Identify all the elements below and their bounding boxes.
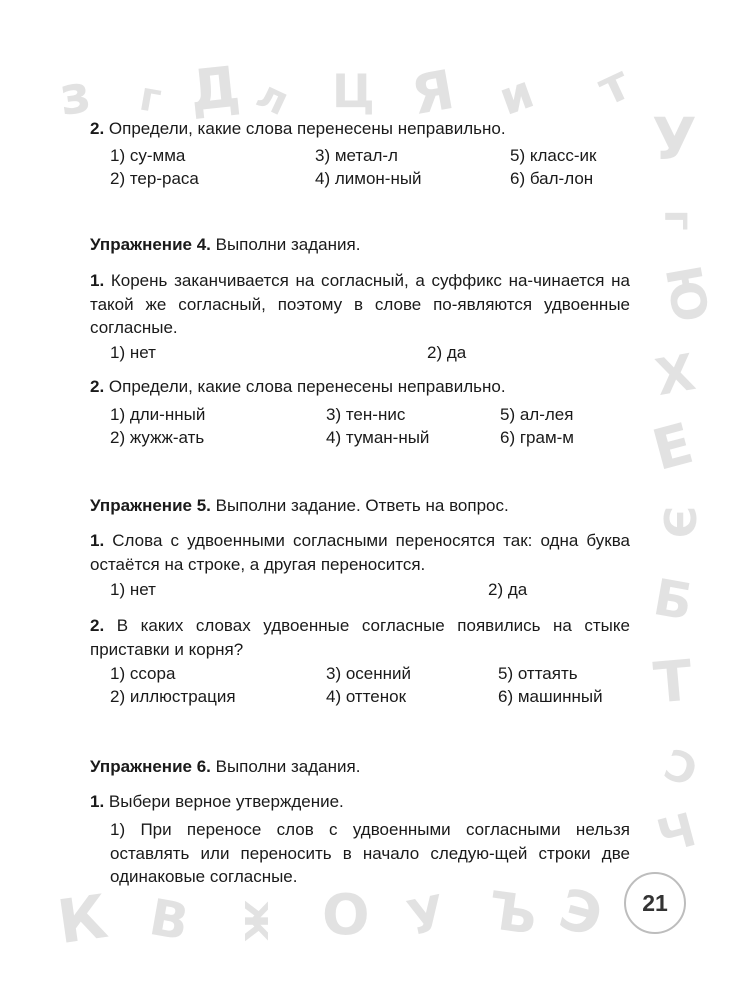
task-question [90, 119, 506, 139]
answer-option: 3) осенний [326, 664, 412, 683]
answer-option: 3) метал-л [315, 146, 398, 165]
exercise-label: Упражнение 5. [90, 496, 211, 515]
answer-option: 1) нет [110, 343, 156, 362]
answer-option: 3) тен-нис [326, 405, 406, 424]
answer-option: 1) су-мма [110, 146, 186, 165]
answer-option: 2) да [488, 580, 528, 599]
task-question [90, 377, 506, 397]
decor-letter: Ю [653, 261, 719, 327]
page-number-badge [624, 872, 686, 934]
decor-letter: В [145, 888, 193, 952]
exercise-heading [90, 496, 509, 516]
decor-letter: Я [406, 57, 459, 128]
decor-letter: К [53, 881, 112, 959]
answer-option: 4) оттенок [326, 687, 407, 706]
decor-letter: и [491, 64, 541, 126]
decor-letter: У [652, 105, 697, 173]
decor-letter: т [589, 54, 639, 118]
exercise-heading [90, 235, 360, 255]
exercise-label: Упражнение 4. [90, 235, 211, 254]
exercise-instruction: Выполни задания. [215, 235, 361, 254]
decor-letter: Е [646, 411, 700, 484]
decor-letter: Д [186, 54, 244, 125]
task-text: Корень заканчивается на согласный, а суффикс на-чинается на такой же согласный, поэтому в слове по-являются удвоенные согласные. [90, 271, 630, 337]
decor-letter: з [55, 64, 95, 128]
task-question [90, 529, 630, 576]
decor-letter: О [322, 883, 370, 948]
answer-option: 1) При переносе слов с удвоенными согласными нельзя оставлять или переносить в начало следую-щей строки две одинаковые согласные. [110, 820, 630, 886]
task-number: 1. [90, 531, 105, 550]
answer-option: 2) жужж-ать [110, 428, 205, 447]
decor-letter: С [658, 738, 705, 795]
answer-option: 6) грам-м [500, 428, 574, 447]
answer-option: 5) ал-лея [500, 405, 574, 424]
decor-letter: Х [651, 343, 700, 407]
task-text: Определи, какие слова перенесены неправильно. [108, 119, 506, 138]
task-number: 1. [90, 792, 105, 811]
answer-option: 2) да [427, 343, 467, 362]
task-text: Слова с удвоенными согласными переносятся так: одна буква остаётся на строке, а другая переносится. [90, 531, 630, 574]
task-question [90, 269, 630, 340]
exercise-instruction: Выполни задания. [215, 757, 361, 776]
task-text: В каких словах удвоенные согласные появились на стыке приставки и корня? [90, 616, 630, 659]
answer-option: 1) дли-нный [110, 405, 206, 424]
task-text: Определи, какие слова перенесены неправильно. [108, 377, 506, 396]
exercise-heading [90, 757, 360, 777]
answer-option: 1) нет [110, 580, 156, 599]
task-number: 1. [90, 271, 105, 290]
decor-letter: ж [234, 900, 284, 942]
decor-letter: Ъ [484, 880, 541, 948]
answer-option: 4) лимон-ный [315, 169, 422, 188]
decor-letter: г [655, 209, 702, 231]
page-number: 21 [642, 889, 668, 916]
answer-option: 5) оттаять [498, 664, 578, 683]
answer-option: 2) тер-раса [110, 169, 199, 188]
answer-option: 6) машинный [498, 687, 603, 706]
task-text: Выбери верное утверждение. [108, 792, 344, 811]
decor-letter: Ч [651, 802, 702, 864]
decor-letter: Б [649, 568, 697, 632]
task-question [90, 614, 630, 661]
task-number: 2. [90, 377, 105, 396]
decor-letter: Э [653, 505, 705, 539]
decor-letter: Т [651, 648, 695, 717]
answer-option: 4) туман-ный [326, 428, 430, 447]
answer-option: 1) ссора [110, 664, 176, 683]
decor-letter: У [402, 884, 451, 948]
decor-letter: л [249, 70, 296, 126]
decor-letter: Ц [332, 64, 375, 118]
decor-letter: г [136, 73, 165, 123]
answer-option: 2) иллюстрация [110, 687, 236, 706]
decor-letter: Э [552, 876, 609, 951]
task-number: 2. [90, 616, 105, 635]
task-question [90, 792, 344, 812]
task-number: 2. [90, 119, 105, 138]
answer-option: 6) бал-лон [510, 169, 594, 188]
exercise-instruction: Выполни задание. Ответь на вопрос. [215, 496, 509, 515]
answer-option: 5) класс-ик [510, 146, 597, 165]
exercise-label: Упражнение 6. [90, 757, 211, 776]
